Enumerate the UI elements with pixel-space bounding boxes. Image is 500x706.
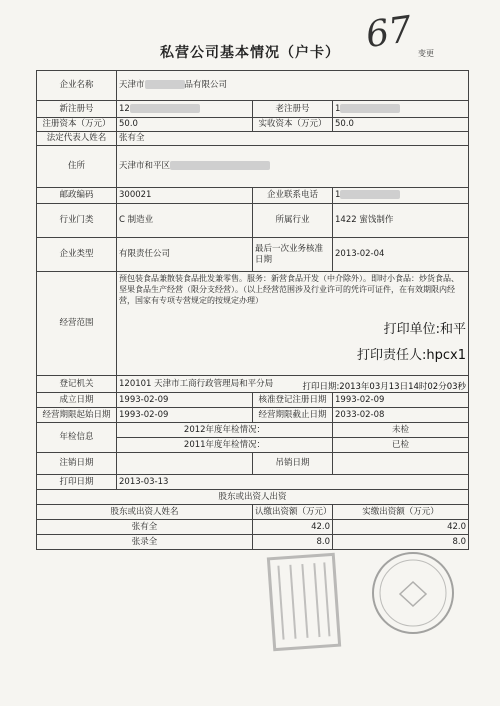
redaction-mask (340, 104, 400, 113)
corner-note: 变更 (418, 49, 434, 58)
col-paid-header: 实缴出资额（万元） (333, 505, 469, 520)
document-title: 私营公司基本情况（户卡） (160, 45, 340, 61)
paid-capital-value: 50.0 (333, 118, 469, 132)
last-check-value: 2013-02-04 (333, 238, 469, 272)
cancel-label: 注销日期 (37, 453, 117, 475)
revoke-label: 吊销日期 (253, 453, 333, 475)
redaction-mask (145, 80, 185, 89)
reg-capital-value: 50.0 (117, 118, 253, 132)
seal-texture-icon (270, 556, 338, 648)
print-unit-text: 打印单位:和平 (383, 322, 467, 337)
annual-2011-value: 已检 (333, 438, 469, 453)
approval-label: 核准登记注册日期 (253, 393, 333, 408)
revoke-value (333, 453, 469, 475)
company-name-prefix: 天津市 (119, 80, 145, 90)
old-reg-number: 1 (335, 103, 341, 114)
shareholders-title: 股东或出资人出资 (37, 490, 469, 505)
shareholder-paid: 8.0 (333, 535, 469, 550)
shareholder-subscribed: 42.0 (253, 520, 333, 535)
phone-value (333, 188, 469, 204)
new-reg-label: 新注册号 (37, 101, 117, 118)
last-check-label: 最后一次业务核准日期 (253, 238, 333, 272)
annual-2012-label: 2012年度年检情况： (117, 423, 333, 438)
scope-cell (117, 272, 469, 376)
new-reg-value (117, 101, 253, 118)
shareholder-paid: 42.0 (333, 520, 469, 535)
seal-stamp-rect (267, 553, 341, 652)
reg-capital-label: 注册资本（万元） (37, 118, 117, 132)
established-value: 1993-02-09 (117, 393, 253, 408)
cancel-value (117, 453, 253, 475)
authority-label: 登记机关 (37, 376, 117, 393)
shareholder-name: 张录全 (37, 535, 253, 550)
term-start-value: 1993-02-09 (117, 408, 253, 423)
annual-2012-value: 未检 (333, 423, 469, 438)
col-name-header: 股东或出资人姓名 (37, 505, 253, 520)
annual-2011-label: 2011年度年检情况： (117, 438, 333, 453)
shareholder-subscribed: 8.0 (253, 535, 333, 550)
phone-number: 1 (335, 190, 341, 200)
established-label: 成立日期 (37, 393, 117, 408)
annual-label: 年检信息 (37, 423, 117, 453)
address-text: 天津市和平区 (119, 161, 171, 171)
address-value (117, 146, 469, 188)
sub-industry-label: 所属行业 (253, 204, 333, 238)
legal-rep-value: 张有全 (117, 132, 469, 146)
industry-value: C 制造业 (117, 204, 253, 238)
address-label: 住所 (37, 146, 117, 188)
legal-rep-label: 法定代表人姓名 (37, 132, 117, 146)
redaction-mask (170, 161, 270, 170)
company-name-value (117, 71, 469, 101)
postcode-label: 邮政编码 (37, 188, 117, 204)
phone-label: 企业联系电话 (253, 188, 333, 204)
print-date-label: 打印日期 (37, 475, 117, 490)
print-person-text: 打印责任人:hpcx1 (357, 348, 467, 363)
round-seal-stamp (368, 548, 458, 638)
new-reg-number: 12 (119, 103, 130, 114)
authority-value: 120101 天津市工商行政管理局和平分局 (119, 378, 274, 389)
company-type-label: 企业类型 (37, 238, 117, 272)
handwritten-page-number: 67 (363, 9, 415, 56)
scope-label: 经营范围 (37, 272, 117, 376)
approval-value: 1993-02-09 (333, 393, 469, 408)
term-start-label: 经营期限起始日期 (37, 408, 117, 423)
old-reg-label: 老注册号 (253, 101, 333, 118)
scope-text: 预包装食品兼散装食品批发兼零售。服务：新营食品开发（中介除外）。即时小食品：炒货食品、坚果食品生产经营（限分支经营）。（以上经营范围涉及行业许可的凭许可证件，在有效期限内经营，国家有专项专营规定的按规定办理） (119, 274, 459, 305)
registration-table (36, 70, 469, 550)
old-reg-value (333, 101, 469, 118)
shareholder-name: 张有全 (37, 520, 253, 535)
print-date-value: 2013-03-13 (117, 475, 469, 490)
company-type-value: 有限责任公司 (117, 238, 253, 272)
redaction-mask (340, 190, 400, 199)
company-name-label: 企业名称 (37, 71, 117, 101)
print-time-text: 打印日期:2013年03月13日14时02分03秒 (302, 382, 467, 392)
company-name-suffix: 品有限公司 (184, 80, 228, 90)
sub-industry-value: 1422 蜜饯制作 (333, 204, 469, 238)
redaction-mask (130, 104, 200, 113)
table-row (37, 520, 469, 535)
term-end-value: 2033-02-08 (333, 408, 469, 423)
paid-capital-label: 实收资本（万元） (253, 118, 333, 132)
term-end-label: 经营期限截止日期 (253, 408, 333, 423)
industry-label: 行业门类 (37, 204, 117, 238)
authority-cell (117, 376, 469, 393)
col-subscribed-header: 认缴出资额（万元） (253, 505, 333, 520)
postcode-value: 300021 (117, 188, 253, 204)
